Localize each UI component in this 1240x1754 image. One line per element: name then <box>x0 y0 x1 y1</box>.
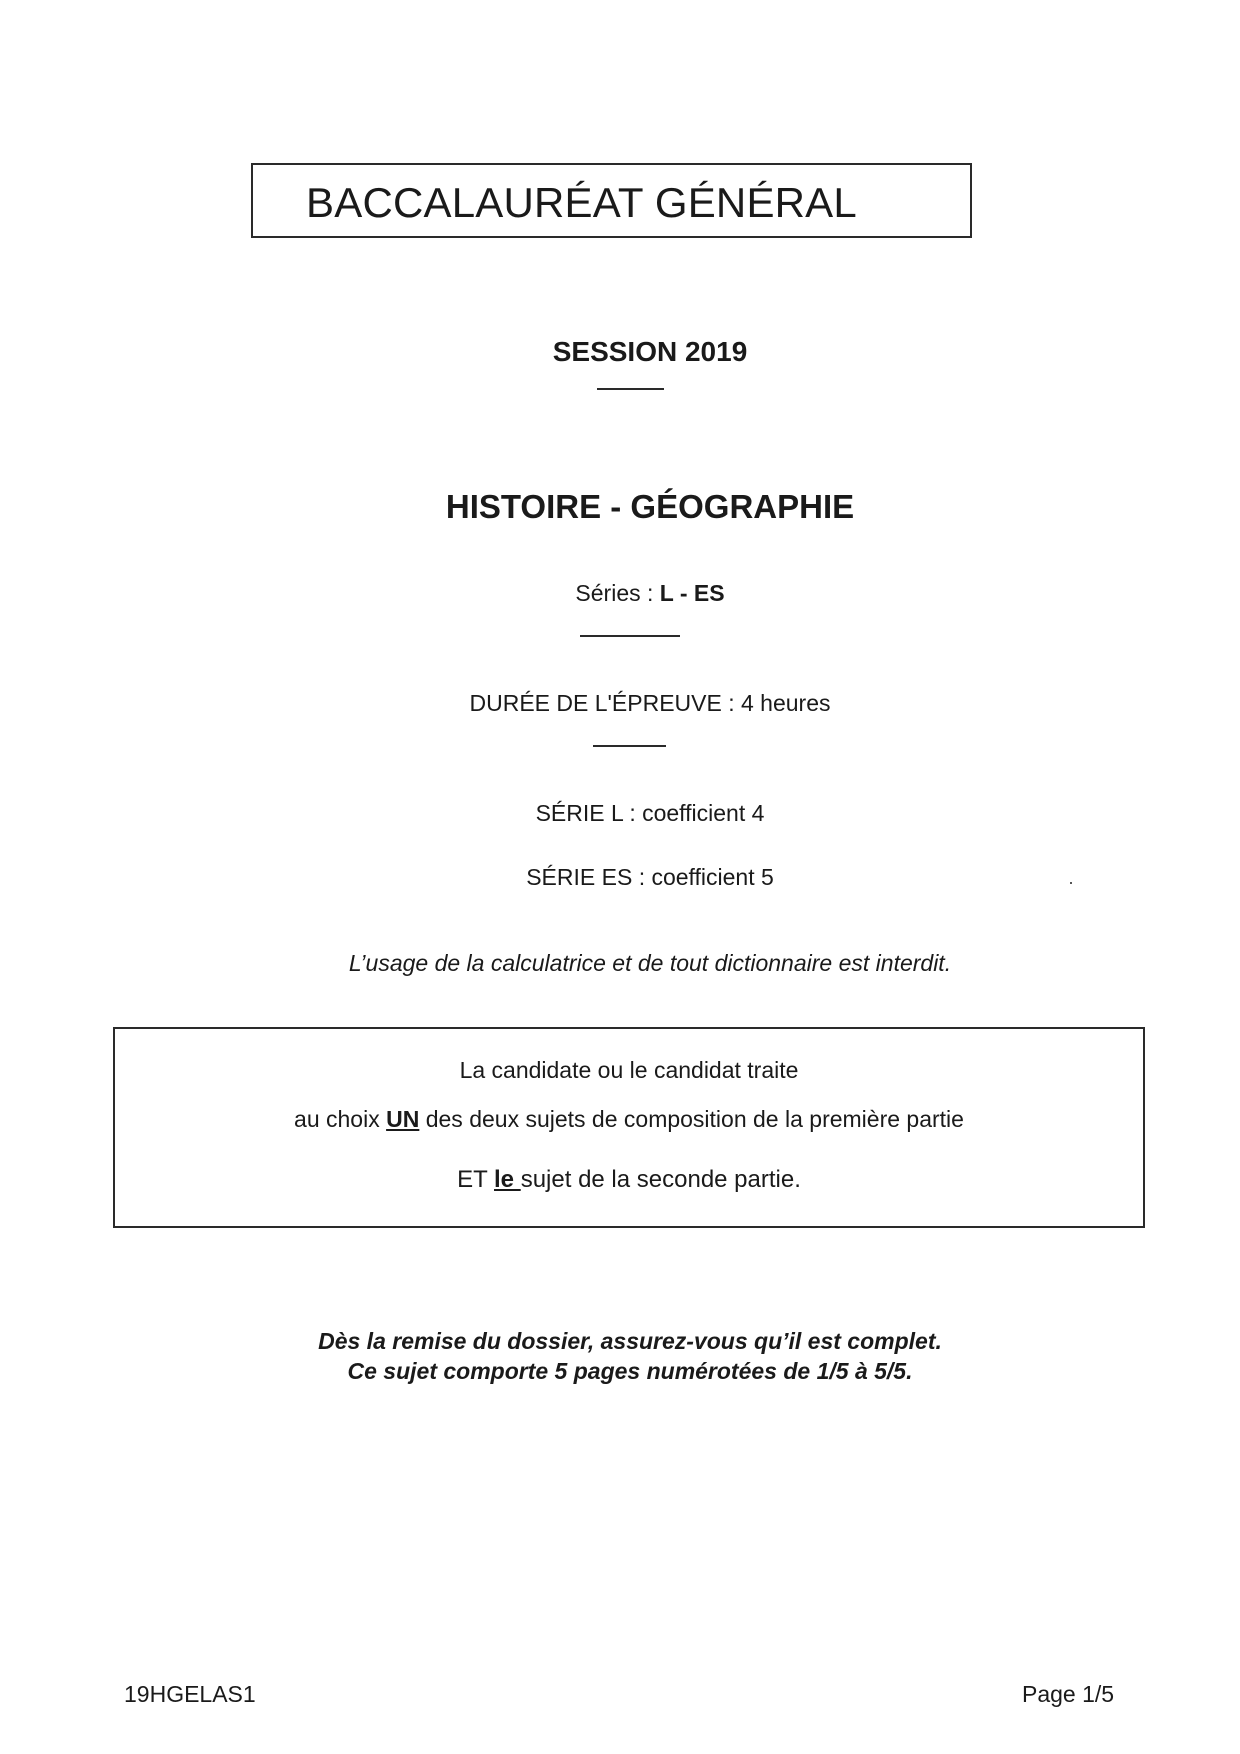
instruction-line-2 <box>115 1106 1143 1133</box>
instruction-line-1: La candidate ou le candidat traite <box>459 1057 799 1083</box>
instruction-text: sujet de la seconde partie. <box>520 1166 801 1193</box>
session-label: SESSION 2019 <box>552 336 748 367</box>
series-line <box>30 580 1240 607</box>
dossier-notice-line-2: Ce sujet comporte 5 pages numérotées de 1/5 à 5/5. <box>347 1358 913 1384</box>
coefficient-serie-l: SÉRIE L : coefficient 4 <box>535 800 765 826</box>
instruction-emphasis: UN <box>386 1106 420 1132</box>
divider <box>580 635 680 637</box>
exam-code: 19HGELAS1 <box>124 1681 256 1707</box>
instructions-box <box>113 1027 1145 1228</box>
exam-duration: DURÉE DE L'ÉPREUVE : 4 heures <box>469 690 831 716</box>
coefficient-serie-es: SÉRIE ES : coefficient 5 <box>526 864 774 890</box>
instruction-line-3 <box>115 1166 1143 1194</box>
dossier-notice-line-1: Dès la remise du dossier, assurez-vous qu’il est complet. <box>318 1328 942 1354</box>
divider <box>597 388 664 390</box>
page-number: Page 1/5 <box>1022 1681 1115 1707</box>
instruction-text: au choix <box>294 1106 387 1132</box>
series-label: Séries : <box>575 580 660 606</box>
exam-title: BACCALAURÉAT GÉNÉRAL <box>306 179 857 226</box>
instruction-text: ET <box>457 1166 495 1193</box>
instruction-text: des deux sujets de composition de la première partie <box>419 1106 964 1132</box>
title-box <box>251 163 972 238</box>
calculator-note: L’usage de la calculatrice et de tout dictionnaire est interdit. <box>348 950 952 976</box>
divider <box>593 745 666 747</box>
instruction-emphasis: le <box>494 1166 521 1193</box>
scan-speck <box>1070 882 1072 884</box>
series-value: L - ES <box>659 580 725 606</box>
subject-title: HISTOIRE - GÉOGRAPHIE <box>445 488 855 525</box>
